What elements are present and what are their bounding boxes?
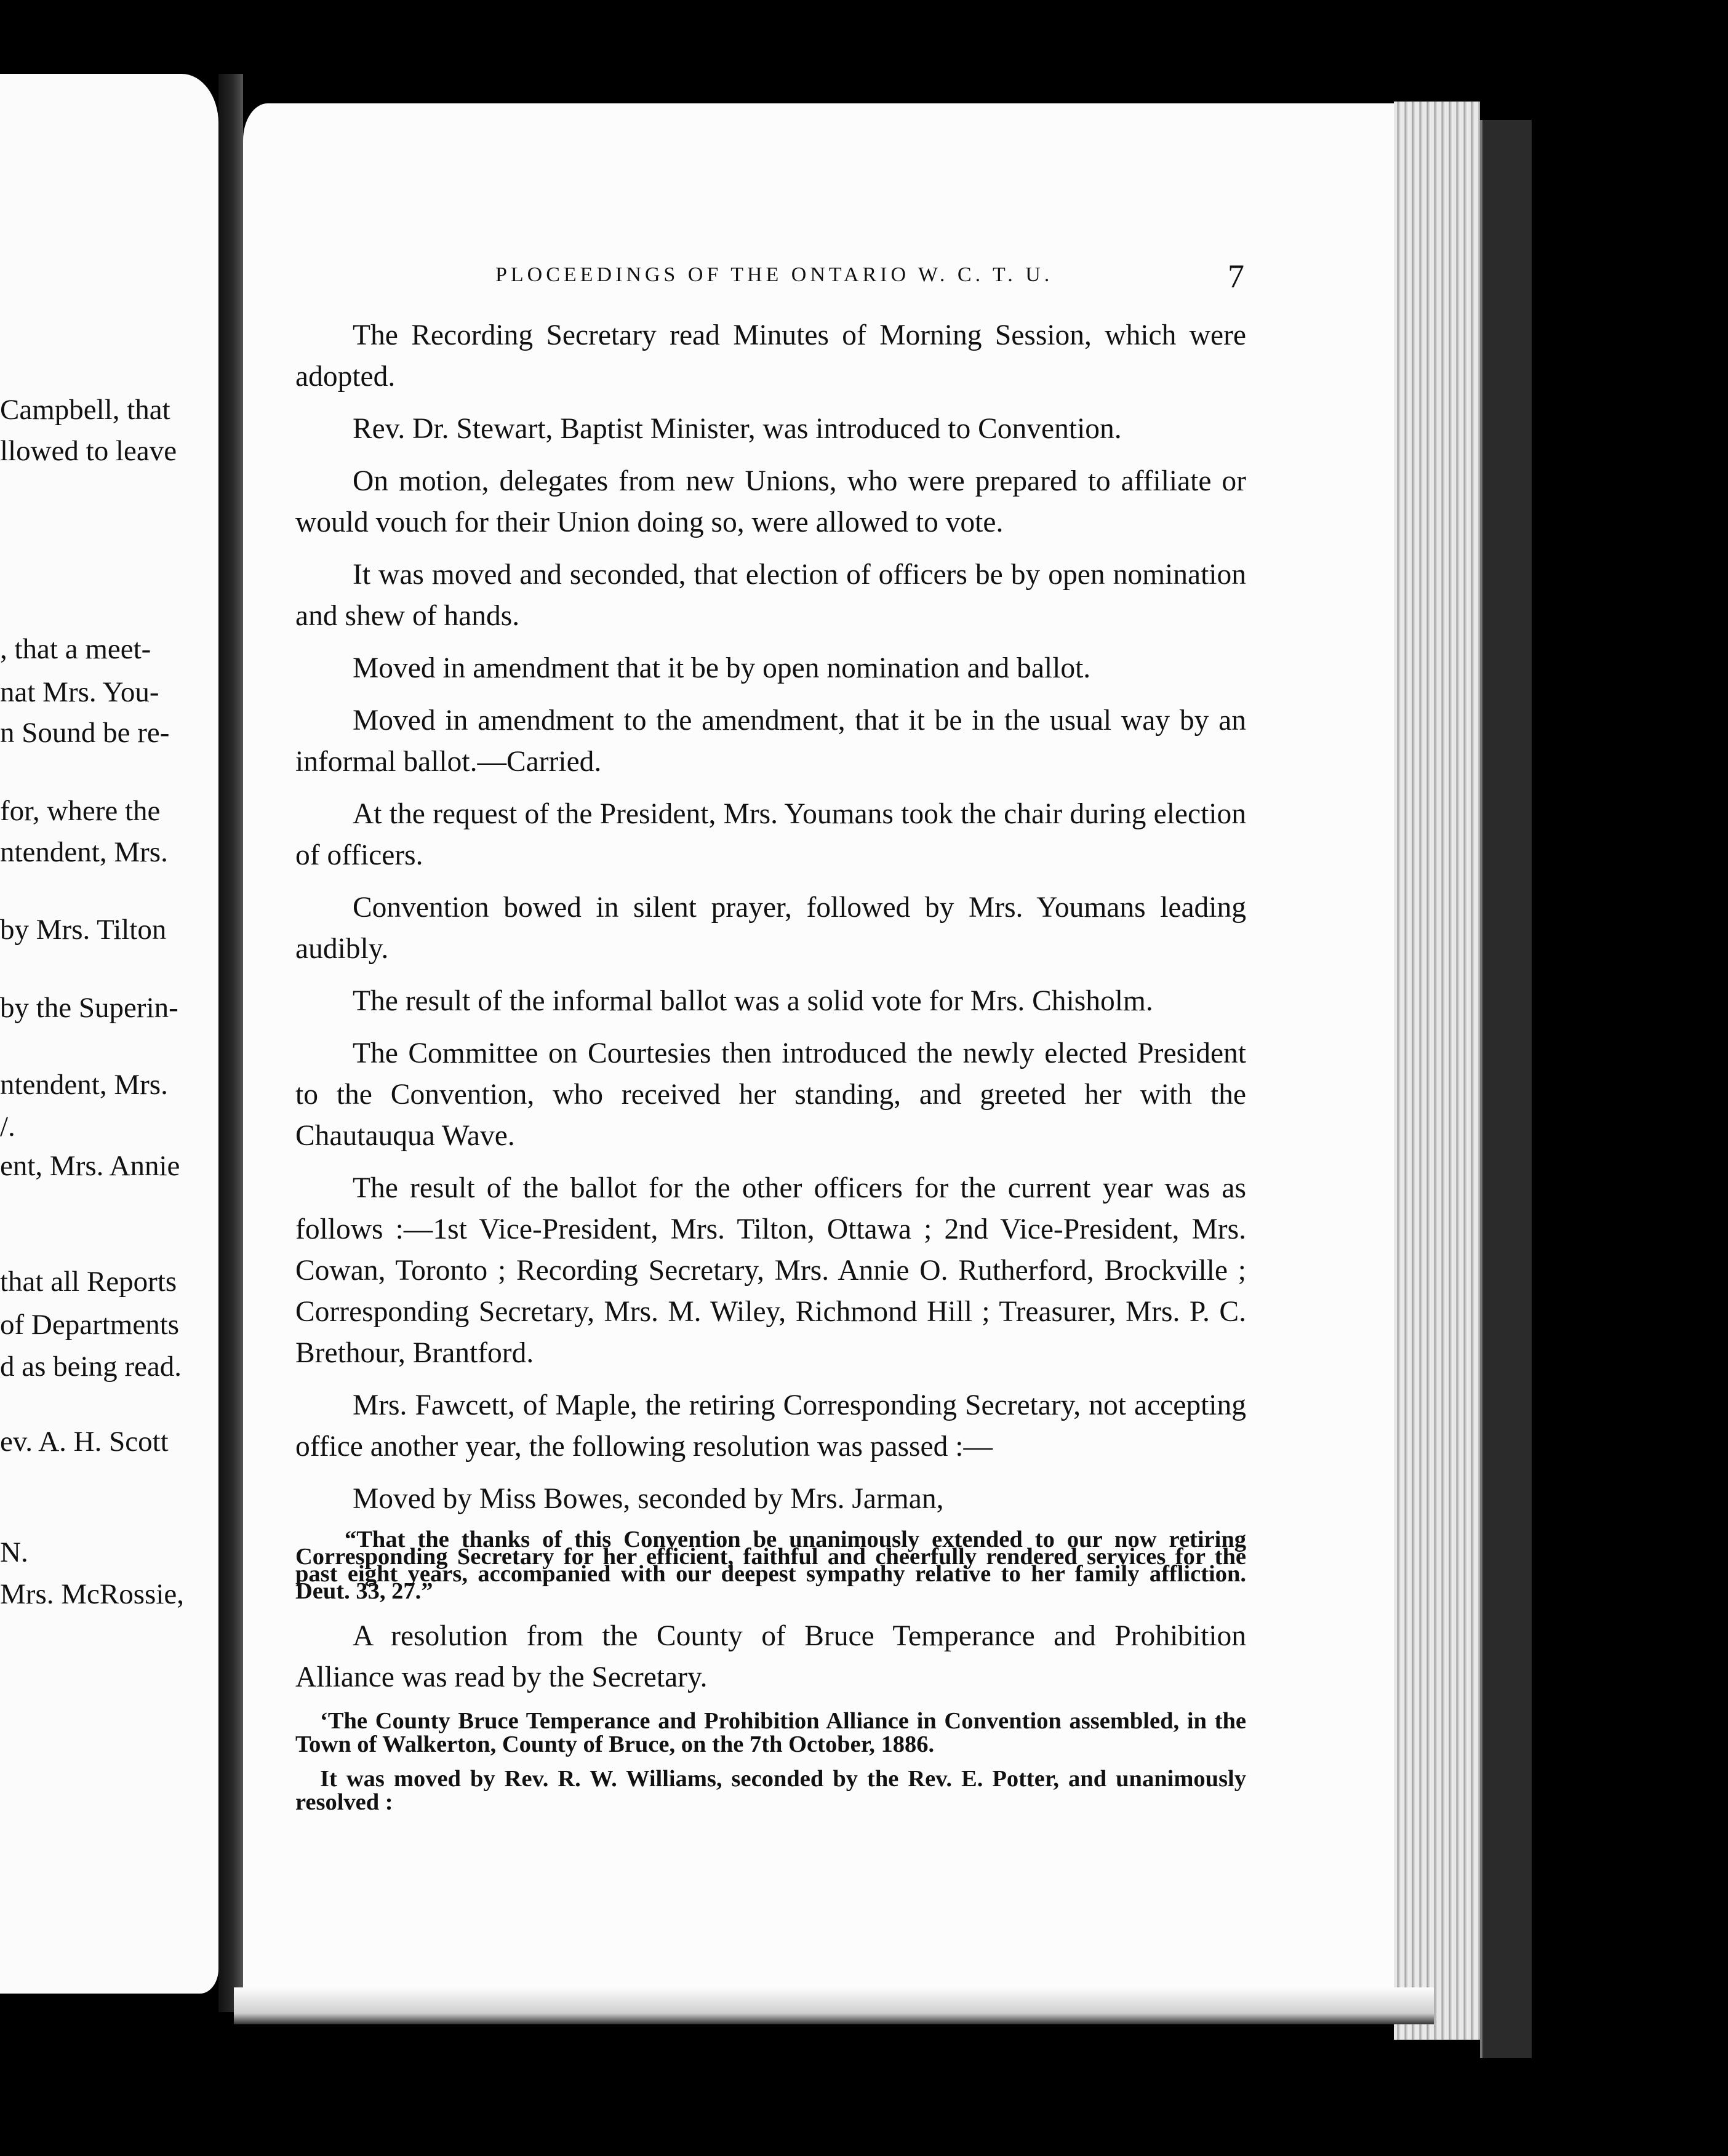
paragraph: Rev. Dr. Stewart, Baptist Minister, was introduced to Convention. <box>353 413 1122 445</box>
left-page-line: by the Superin- <box>0 992 178 1024</box>
paragraph: The result of the ballot for the other officers for the current year was as follows :—1st Vice-President, Mrs. Tilton, Ottawa ; 2nd Vice-President, Mrs. Cowan, Toronto ; Recording Secretary, Mrs. Annie O. Rutherford, Brockville ; Corresponding Secretary, Mrs. M. Wiley, Richmond Hill ; Treasurer, Mrs. P. C. Brethour, Brantford. <box>295 1172 1246 1369</box>
left-page-line: Mrs. McRossie, <box>0 1578 184 1610</box>
paragraph: At the request of the President, Mrs. Youmans took the chair during election of officers. <box>295 798 1246 871</box>
paragraph: Moved in amendment to the amendment, that it be in the usual way by an informal ballot.—Carried. <box>295 705 1246 778</box>
moved-line: It was moved by Rev. R. W. Williams, seconded by the Rev. E. Potter, and unanimously resolved : <box>295 1766 1246 1815</box>
page-body <box>295 315 1246 1820</box>
left-page-line: nat Mrs. You- <box>0 676 159 708</box>
left-page-line: that all Reports <box>0 1266 177 1298</box>
left-page-line: llowed to leave <box>0 435 177 467</box>
left-page-line: Campbell, that <box>0 394 170 426</box>
paragraph: Mrs. Fawcett, of Maple, the retiring Corresponding Secretary, not accepting office another year, the following resolution was passed :— <box>295 1389 1246 1463</box>
page-bottom-shadow <box>234 1987 1434 2024</box>
paragraph: The Committee on Courtesies then introduced the newly elected President to the Convention, who received her standing, and greeted her with the Chautauqua Wave. <box>295 1037 1246 1152</box>
left-page-line: ntendent, Mrs. <box>0 836 168 868</box>
left-page-line: /. <box>0 1111 15 1143</box>
left-page-line: n Sound be re- <box>0 717 170 749</box>
left-page-line: of Departments <box>0 1309 180 1341</box>
running-header: PLOCEEDINGS OF THE ONTARIO W. C. T. U. <box>495 263 1054 286</box>
left-page-line: ev. A. H. Scott <box>0 1426 169 1458</box>
left-page-line: , that a meet- <box>0 633 151 665</box>
paragraph: Convention bowed in silent prayer, followed by Mrs. Youmans leading audibly. <box>295 892 1246 965</box>
book-cover-edge <box>1480 120 1532 2058</box>
left-page-line: by Mrs. Tilton <box>0 914 167 946</box>
paragraph: The result of the informal ballot was a solid vote for Mrs. Chisholm. <box>353 985 1153 1017</box>
left-page-line: ntendent, Mrs. <box>0 1069 168 1101</box>
page-edges <box>1394 102 1480 2040</box>
book-gutter <box>218 74 243 2012</box>
left-page-line: N. <box>0 1536 28 1568</box>
paragraph: The Recording Secretary read Minutes of Morning Session, which were adopted. <box>295 319 1246 393</box>
left-page-line: for, where the <box>0 795 161 827</box>
left-page <box>0 74 218 1994</box>
resolution-quote: “That the thanks of this Convention be unanimously extended to our now retiring Corresponding Secretary for her efficient, faithful and cheerfully rendered services for the past eight years, accompanied with our deepest sympathy relative to her family affliction. Deut. 33, 27.” <box>295 1527 1246 1604</box>
paragraph: A resolution from the County of Bruce Temperance and Prohibition Alliance was read by the Secretary. <box>295 1620 1246 1693</box>
paragraph: On motion, delegates from new Unions, who were prepared to affiliate or would vouch for their Union doing so, were allowed to vote. <box>295 465 1246 538</box>
paragraph: Moved by Miss Bowes, seconded by Mrs. Jarman, <box>353 1483 944 1515</box>
left-page-line: ent, Mrs. Annie <box>0 1150 180 1182</box>
left-page-line: d as being read. <box>0 1351 182 1383</box>
bruce-resolution: ‘The County Bruce Temperance and Prohibition Alliance in Convention assembled, in the Town of Walkerton, County of Bruce, on the 7th October, 1886. <box>295 1708 1246 1757</box>
page-number: 7 <box>1228 258 1244 295</box>
paragraph: Moved in amendment that it be by open nomination and ballot. <box>353 652 1091 684</box>
paragraph: It was moved and seconded, that election of officers be by open nomination and shew of hands. <box>295 559 1246 632</box>
